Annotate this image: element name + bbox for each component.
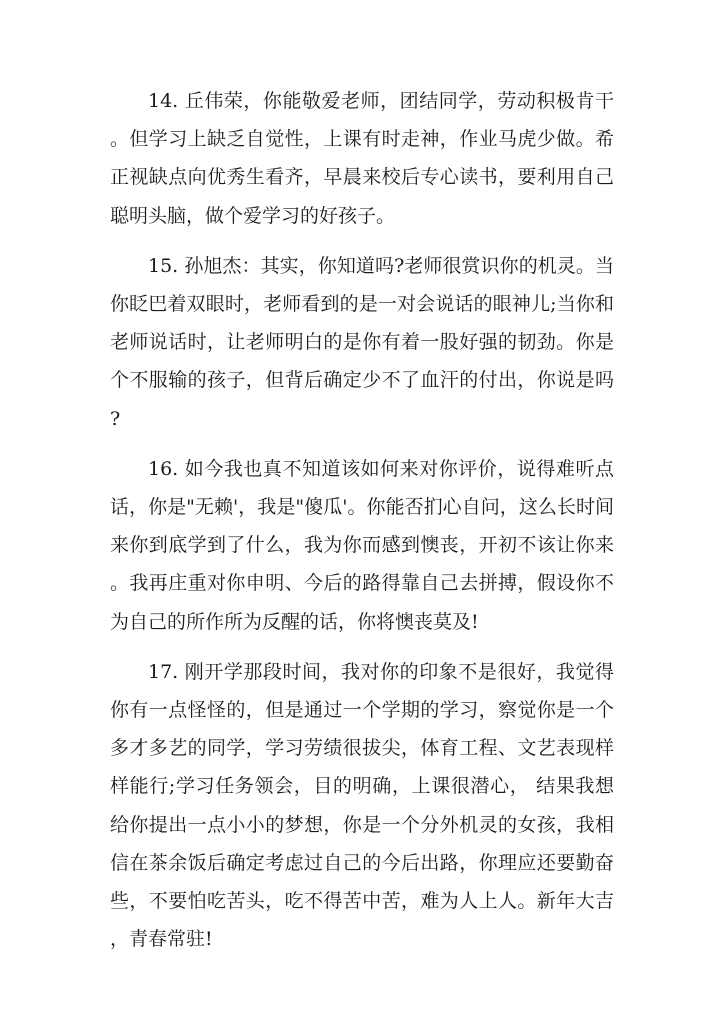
paragraph-16: 16. 如今我也真不知道该如何来对你评价，说得难听点话，你是"无赖'，我是"傻瓜'。你能否扪心自问，这么长时间来你到底学到了什么，我为你而感到懊丧，开初不该让你来。我再庄重对你申明、今后的路得靠自己去拼搏，假设你不为自己的所作所为反醒的话，你将懊丧莫及! [110,457,614,633]
paragraph-14: 14. 丘伟荣，你能敬爱老师，团结同学，劳动积极肯干。但学习上缺乏自觉性，上课有时走神，作业马虎少做。希正视缺点向优秀生看齐，早晨来校后专心读书，要利用自己聪明头脑，做个爱学习的好孩子。 [110,90,614,227]
document-body [110,82,614,970]
paragraph-17: 17. 刚开学那段时间，我对你的印象不是很好，我觉得你有一点怪怪的，但是通过一个学期的学习，察觉你是一个多才多艺的同学，学习劳绩很拔尖，体育工程、文艺表现样样能行;学习任务领会，目的明确，上课很潜心， 结果我想给你提出一点小小的梦想，你是一个分外机灵的女孩，我相信在茶余饭后确定考虑过自己的今后出路，你理应还要勤奋些，不要怕吃苦头，吃不得苦中苦，难为人上人。新年大吉，青春常驻! [110,660,614,951]
paragraph-15: 15. 孙旭杰：其实，你知道吗?老师很赏识你的机灵。当你眨巴着双眼时，老师看到的是一对会说话的眼神儿;当你和老师说话时，让老师明白的是你有着一股好强的韧劲。你是个不服输的孩子，但背后确定少不了血汗的付出，你说是吗? [110,254,614,430]
